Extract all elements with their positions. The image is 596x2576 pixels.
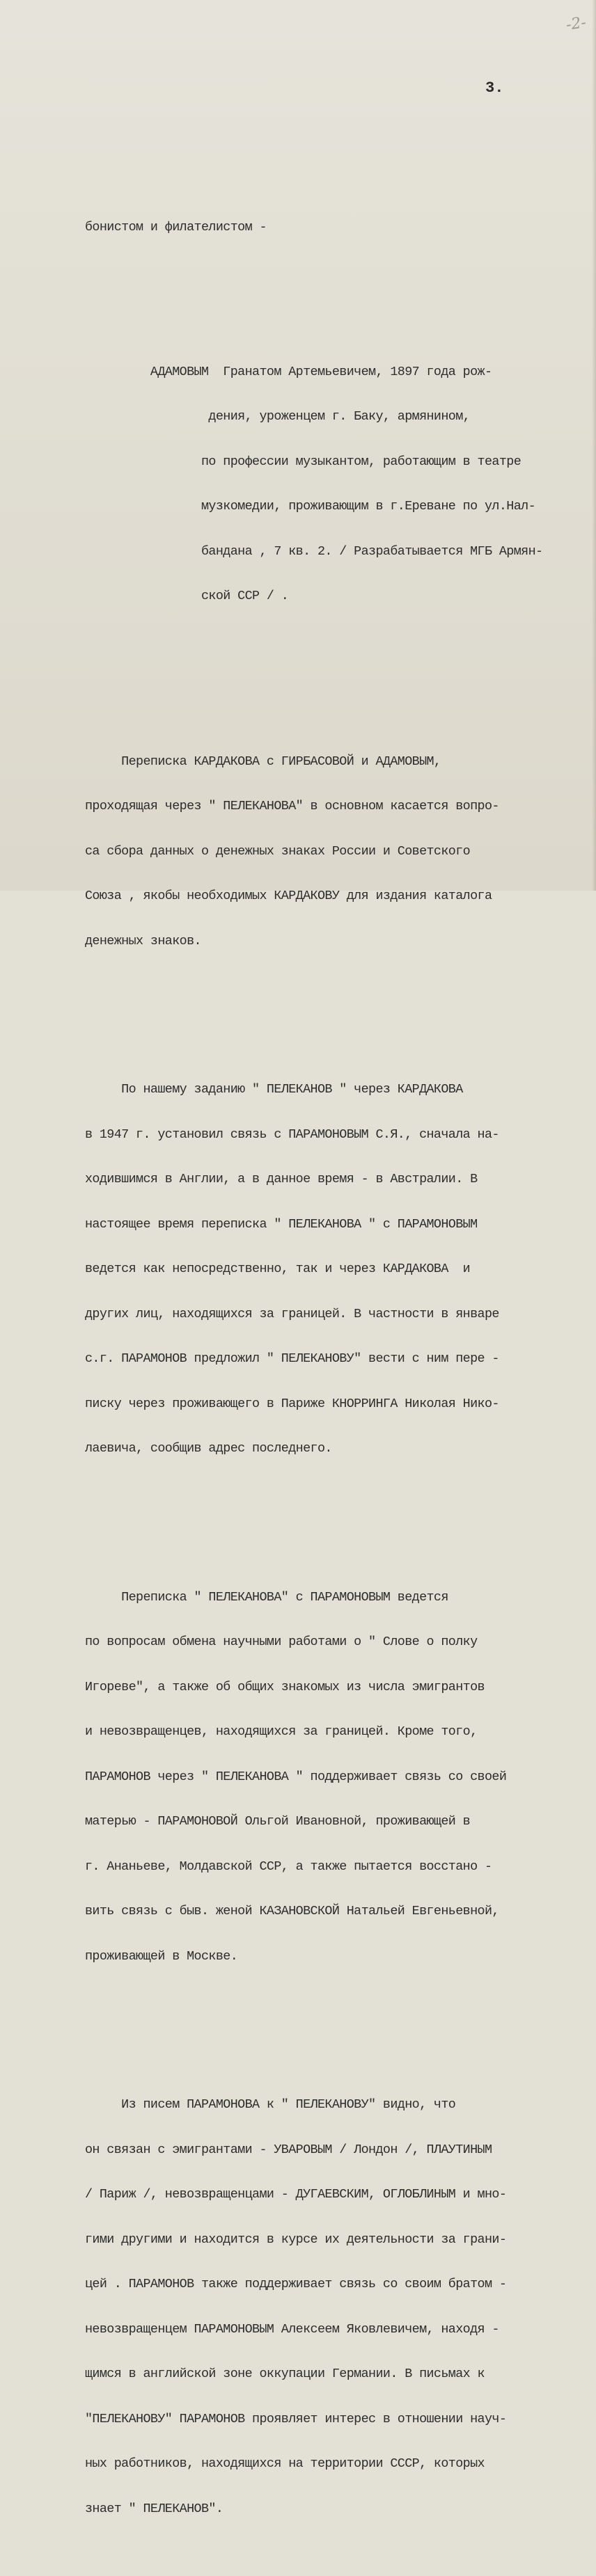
text-line: бонистом и филателистом - [85, 220, 267, 234]
text-line: писку через проживающего в Париже КНОРРИНГА Николая Нико- [85, 1396, 499, 1411]
text-line: с.г. ПАРАМОНОВ предложил " ПЕЛЕКАНОВУ" вести с ним пере - [85, 1351, 499, 1366]
text-line: в 1947 г. установил связь с ПАРАМОНОВЫМ С.Я., сначала на- [85, 1127, 499, 1142]
text-line: Переписка " ПЕЛЕКАНОВА" с ПАРАМОНОВЫМ ведется [85, 1589, 448, 1605]
text-line: матерью - ПАРАМОНОВОЙ Ольгой Ивановной, проживающей в [85, 1814, 471, 1829]
text-line: по вопросам обмена научными работами о " Слове о полку [85, 1635, 478, 1649]
text-line: ходившимся в Англии, а в данное время - в Австралии. В [85, 1172, 478, 1186]
text-line: он связан с эмигрантами - УВАРОВЫМ / Лондон /, ПЛАУТИНЫМ [85, 2142, 492, 2157]
text-line: музкомедии, проживающим в г.Ереване по ул.Нал- [85, 499, 536, 514]
text-line: дения, уроженцем г. Баку, армянином, [85, 409, 471, 424]
text-line: цей . ПАРАМОНОВ также поддерживает связь со своим братом - [85, 2277, 507, 2291]
text-line: гими другими и находится в курсе их деятельности за грани- [85, 2232, 507, 2247]
text-line: По нашему заданию " ПЕЛЕКАНОВ " через КАРДАКОВА [85, 1082, 463, 1097]
paragraph-3 [85, 1560, 589, 1994]
text-line: других лиц, находящихся за границей. В частности в январе [85, 1306, 499, 1321]
page-number: 3. [485, 79, 504, 97]
text-line: и невозвращенцев, находящихся за границей. Кроме того, [85, 1724, 478, 1739]
text-line: бандана , 7 кв. 2. / Разрабатывается МГБ Армян- [85, 543, 543, 559]
text-line: проходящая через " ПЕЛЕКАНОВА" в основном касается вопро- [85, 799, 499, 813]
paragraph-adamov [85, 335, 589, 634]
text-line: денежных знаков. [85, 933, 201, 948]
text-line: Игореве", а также об общих знакомых из числа эмигрантов [85, 1679, 485, 1694]
document-body [85, 160, 589, 2576]
text-line: невозвращенцем ПАРАМОНОВЫМ Алексеем Яковлевичем, находя - [85, 2321, 499, 2337]
text-line: знает " ПЕЛЕКАНОВ". [85, 2501, 224, 2516]
text-line: г. Ананьеве, Молдавской ССР, а также пытается восстано - [85, 1859, 492, 1874]
paragraph-1 [85, 724, 589, 979]
text-line: ПАРАМОНОВ через " ПЕЛЕКАНОВА " поддерживает связь со своей [85, 1769, 507, 1784]
pencil-mark: -2- [565, 14, 588, 34]
text-line: вить связь с быв. женой КАЗАНОВСКОЙ Натальей Евгеньевной, [85, 1904, 499, 1918]
text-line: са сбора данных о денежных знаках России и Советского [85, 843, 471, 859]
text-line: ведется как непосредственно, так и через КАРДАКОВА и [85, 1262, 471, 1276]
text-line: / Париж /, невозвращенцами - ДУГАЕВСКИМ, ОГЛОБЛИНЫМ и мно- [85, 2187, 507, 2202]
text-line: АДАМОВЫМ Гранатом Артемьевичем, 1897 года рож- [85, 364, 492, 379]
text-line: ской ССР / . [85, 589, 289, 603]
paragraph-2 [85, 1052, 589, 1486]
paragraph-4 [85, 2067, 589, 2546]
text-line: Из писем ПАРАМОНОВА к " ПЕЛЕКАНОВУ" видно, что [85, 2097, 456, 2112]
text-line: Переписка КАРДАКОВА с ГИРБАСОВОЙ и АДАМОВЫМ, [85, 754, 441, 769]
text-line: ных работников, находящихся на территории СССР, которых [85, 2456, 485, 2471]
text-line: Союза , якобы необходимых КАРДАКОВУ для издания каталога [85, 889, 492, 903]
text-line: по профессии музыкантом, работающим в театре [85, 454, 522, 469]
text-line: проживающей в Москве. [85, 1948, 238, 1964]
paragraph-intro [85, 190, 589, 265]
text-line: щимся в английской зоне оккупации Германии. В письмах к [85, 2367, 485, 2381]
page-edge-shadow [592, 0, 596, 891]
text-line: настоящее время переписка " ПЕЛЕКАНОВА " с ПАРАМОНОВЫМ [85, 1216, 478, 1232]
text-line: "ПЕЛЕКАНОВУ" ПАРАМОНОВ проявляет интерес в отношении науч- [85, 2411, 507, 2426]
text-line: лаевича, сообщив адрес последнего. [85, 1441, 332, 1456]
